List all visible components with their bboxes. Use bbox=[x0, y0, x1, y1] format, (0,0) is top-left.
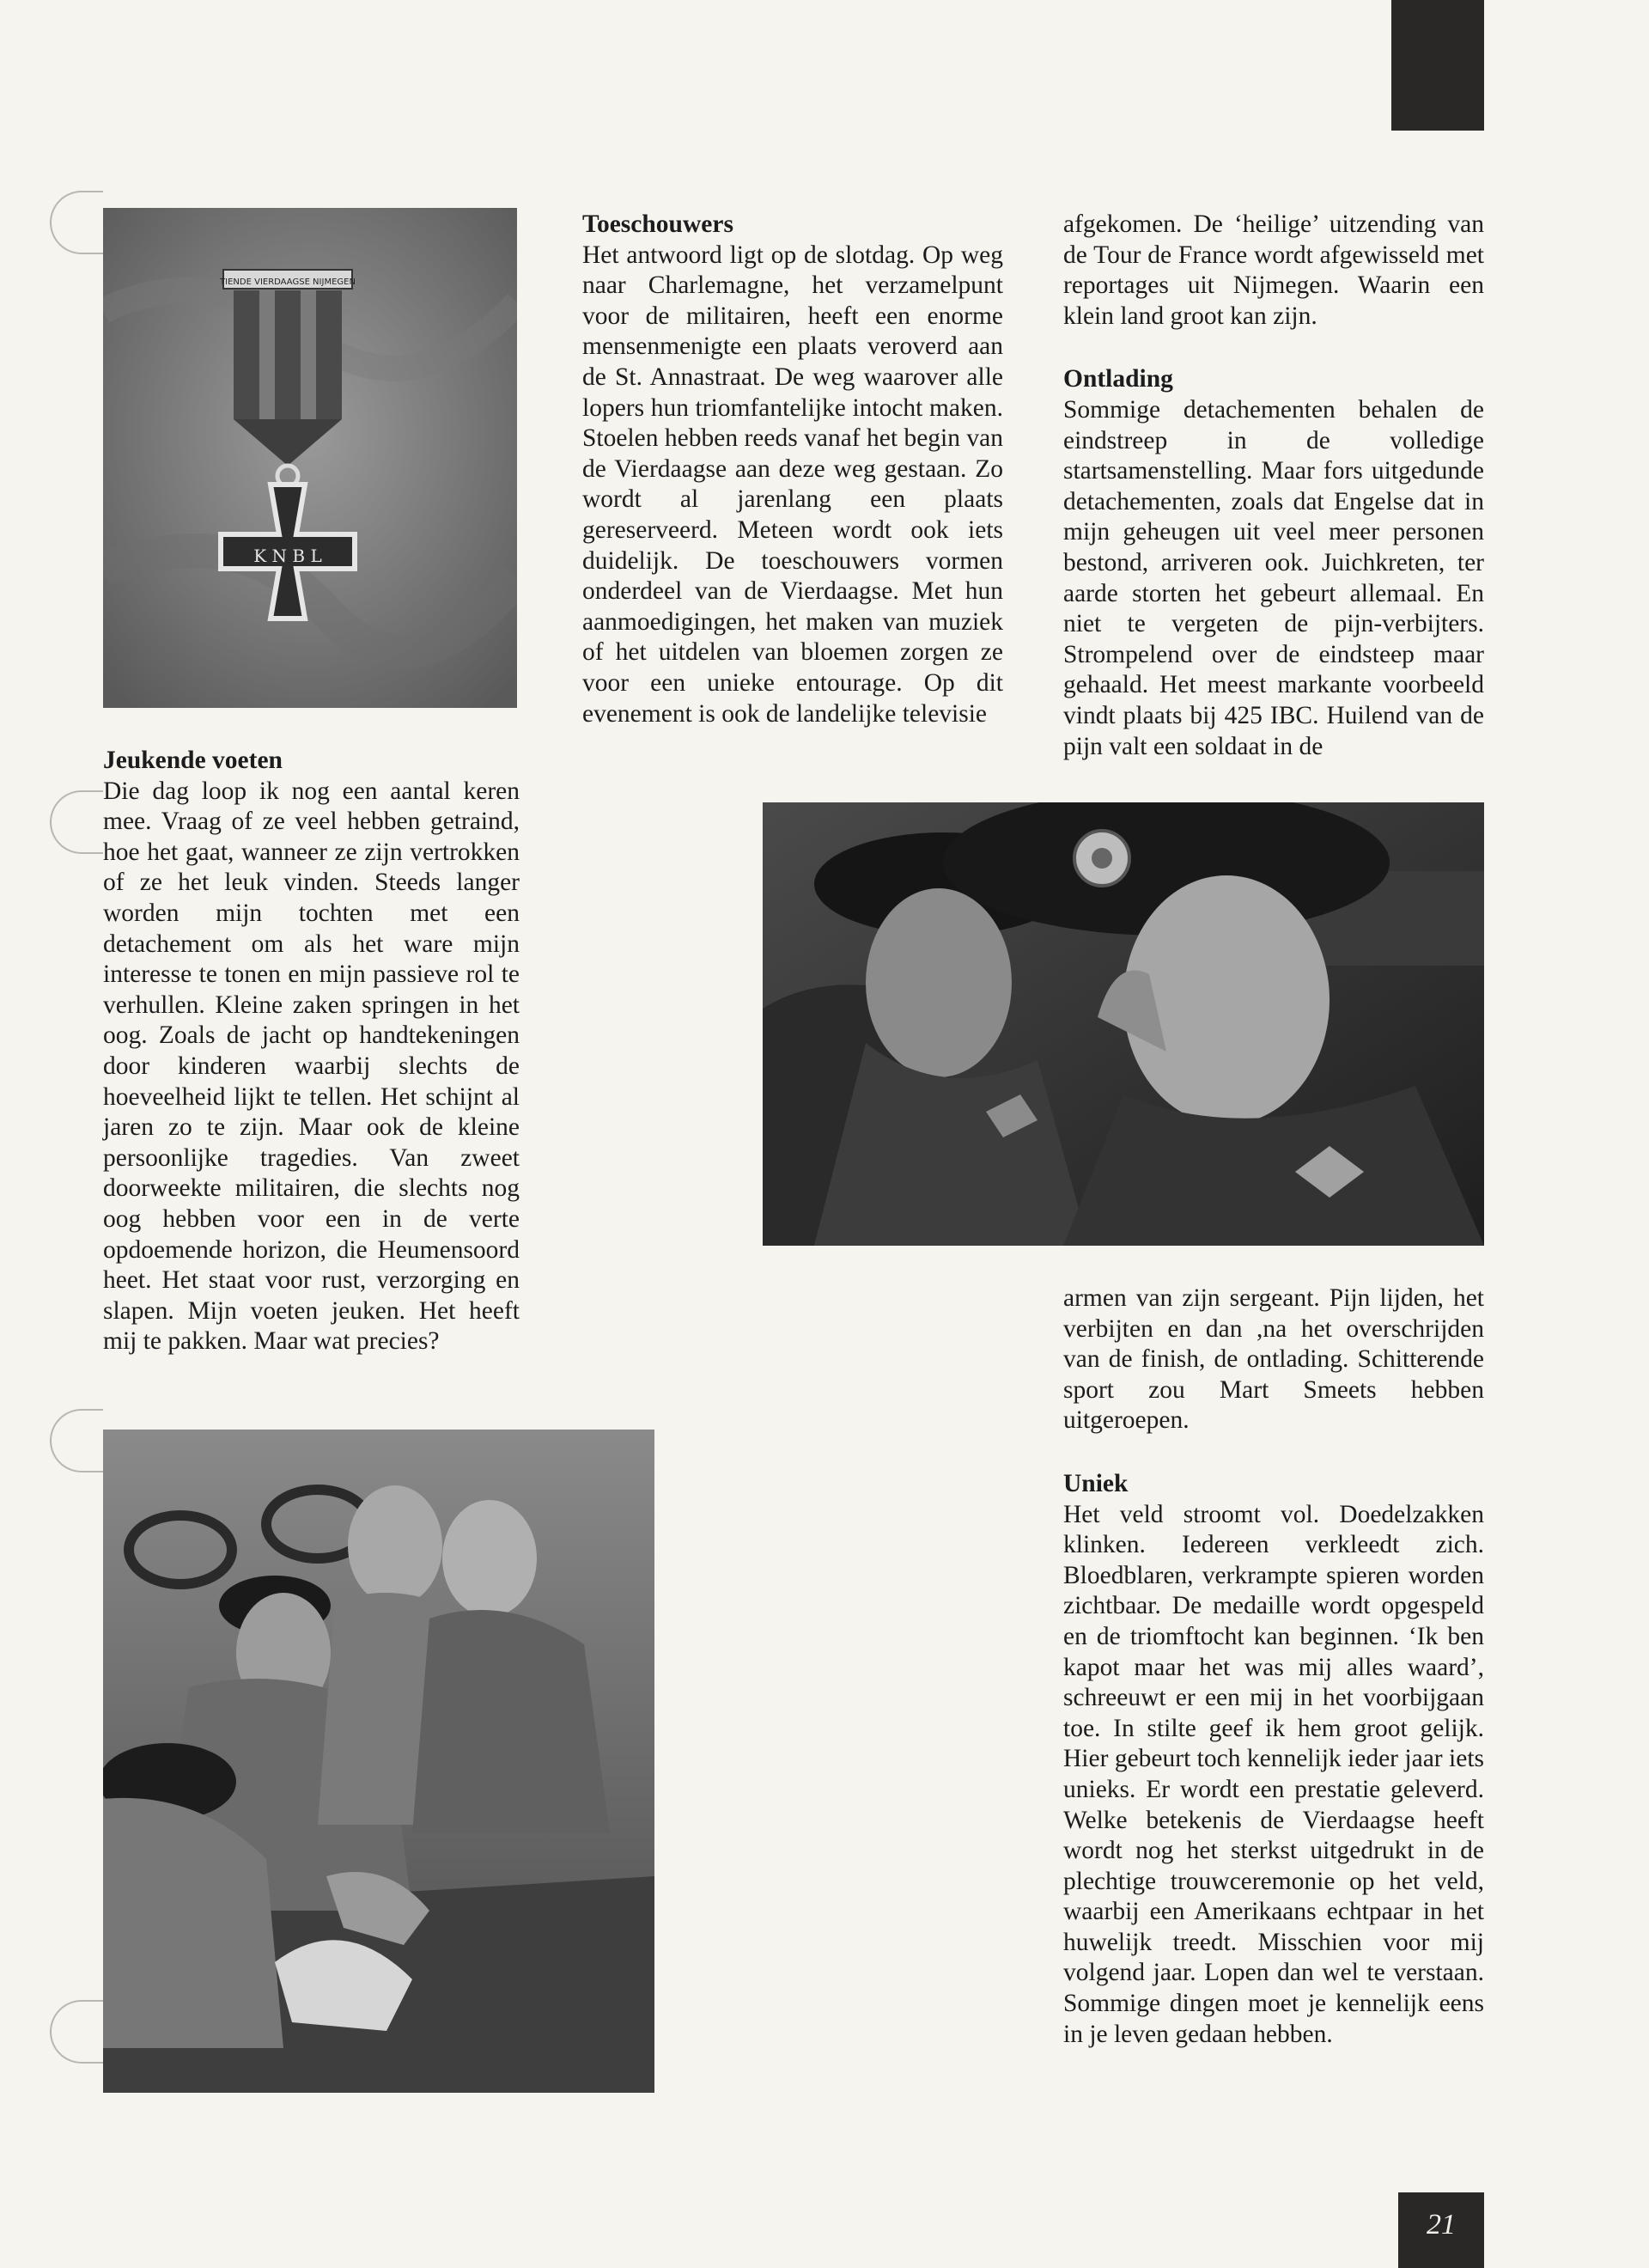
binder-hole-mid bbox=[50, 790, 103, 854]
paragraph-gap bbox=[1063, 332, 1484, 364]
jeukende-voeten-text: Die dag loop ik nog een aantal keren mee. Vraag of ze veel hebben getraind, hoe het gaat, wanneer ze zijn vertrokken of ze het leuk vinden. Steeds langer worden mijn tochten met een detachement om als het ware mijn interesse te tonen en mijn passieve rol te verhullen. Kleine zaken springen in het oog. Zoals de jacht op handtekeningen door kinderen waarbij slechts de hoeveelheid lijkt te tellen. Het schijnt al jaren zo te zijn. Maar ook de kleine persoonlijke tragedies. Van zweet doorweekte militairen, die slechts nog oog hebben voor een in de verte opdoemende horizon, die Heumensoord heet. Het staat voor rust, verzorging en slapen. Mijn voeten jeuken. Het heeft mij te pakken. Maar wat precies? bbox=[103, 777, 520, 1356]
section-tab bbox=[1391, 0, 1484, 131]
heading-ontlading: Ontlading bbox=[1063, 365, 1173, 393]
bleed-through-text bbox=[1297, 50, 1383, 84]
uniek-text: Het veld stroomt vol. Doedelzakken klinken. Iedereen verkleedt zich. Bloedblaren, verkrampte spieren worden zichtbaar. De medaille wordt opgespeld en de triomftocht kan beginnen. ‘Ik ben kapot maar het was mij alles waard’, schreeuwt er een mij in het voorbijgaan toe. In stilte geef ik hem groot gelijk. Hier gebeurt toch kennelijk ieder jaar iets unieks. Er wordt een prestatie geleverd. Welke betekenis de Vierdaagse heeft wordt nog het sterkst uitgedrukt in de plechtige trouwceremonie op het veld, waarbij een Amerikaans echtpaar in het huwelijk treedt. Misschien voor mij volgend jaar. Lopen dan wel te verstaan. Sommige dingen moet je kennelijk eens in je leven gedaan hebben. bbox=[1063, 1500, 1484, 2048]
toeschouwers-text: Het antwoord ligt op de slotdag. Op weg naar Charlemagne, het verzamelpunt voor de militairen, heeft een enorme mensenmenigte een plaats veroverd aan de St. Annastraat. De weg waarover alle lopers hun triomfantelijke intocht maken. Stoelen hebben reeds vanaf het begin van de Vierdaagse aan deze weg gestaan. Zo wordt al jarenlang een plaats gereserveerd. Meteen wordt ook iets duidelijk. De toeschouwers vormen onderdeel van de Vierdaagse. Met hun aanmoedigingen, het maken van muziek of het uitdelen van bloemen zorgen ze voor een unieke entourage. Op dit evenement is ook de landelijke televisie bbox=[582, 241, 1003, 728]
soldiers-photo bbox=[763, 802, 1484, 1246]
heading-jeukende-voeten: Jeukende voeten bbox=[103, 747, 283, 774]
column-right-upper bbox=[1063, 210, 1484, 762]
binder-hole-bottom bbox=[50, 2000, 103, 2064]
ontlading-text: Sommige detachementen behalen de eindstreep in de volledige startsamenstelling. Maar fors uitgedunde detachementen, zoals dat Engelse dat in mijn geheugen uit veel meer personen bestond, arriveren ook. Juichkreten, ter aarde storten het gebeurt allemaal. En niet te vergeten de pijn-verbijters. Strompelend over de eindsteep maar gehaald. Het meest markante voorbeeld vindt plaats bij 425 IBC. Huilend van de pijn valt een soldaat in de bbox=[1063, 395, 1484, 760]
medal-cross-text: K N B L bbox=[253, 546, 322, 566]
medal-bar-text: TIENDE VIERDAAGSE NIJMEGEN bbox=[220, 277, 356, 287]
medal-photo bbox=[103, 208, 517, 708]
page-number: 21 bbox=[1398, 2192, 1484, 2268]
resting-soldiers-photo bbox=[103, 1430, 654, 2093]
column-left bbox=[103, 746, 520, 1357]
binder-hole-lower bbox=[50, 1409, 103, 1472]
heading-uniek: Uniek bbox=[1063, 1469, 1129, 1497]
column-right-lower bbox=[1063, 1283, 1484, 2050]
tour-intro-text: afgekomen. De ‘heilige’ uitzending van de Tour de France wordt afgewisseld met reportages uit Nijmegen. Waarin een klein land groot kan zijn. bbox=[1063, 210, 1484, 330]
paragraph-gap bbox=[1063, 1436, 1484, 1469]
heading-toeschouwers: Toeschouwers bbox=[582, 210, 733, 238]
binder-hole-top bbox=[50, 191, 103, 254]
ontlading-continuation: armen van zijn sergeant. Pijn lijden, het verbijten en dan ,na het overschrijden van de finish, de ontlading. Schitterende sport zou Mart Smeets hebben uitgeroepen. bbox=[1063, 1284, 1484, 1435]
column-middle bbox=[582, 210, 1003, 729]
